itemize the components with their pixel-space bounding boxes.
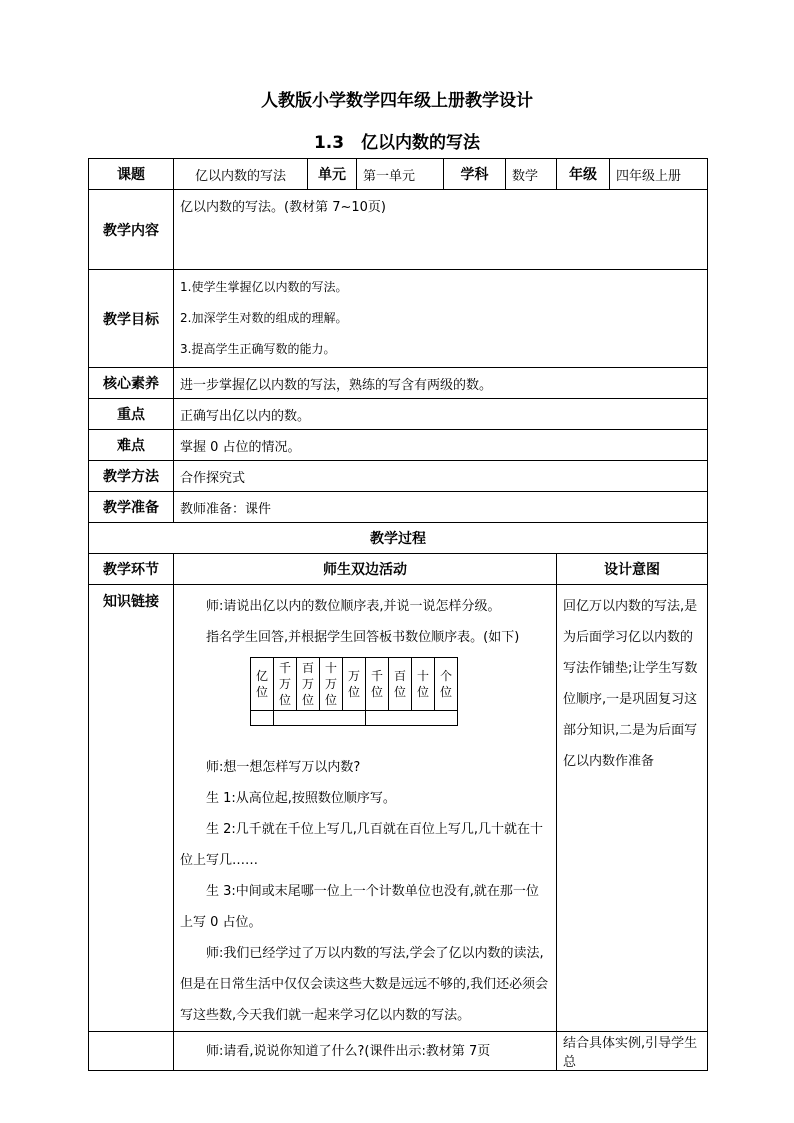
content-label: 教学内容 (89, 190, 174, 270)
place-cell (274, 711, 366, 726)
place-header: 万位 (343, 658, 366, 711)
place-header: 百万位 (297, 658, 320, 711)
activity-paragraph: 师:请看,说说你知道了什么?(课件出示:教材第 7页 (206, 1043, 491, 1059)
difficulty-value: 掌握 0 占位的情况。 (174, 430, 708, 461)
process-header-row (89, 554, 708, 585)
method-row (89, 461, 708, 492)
topic-value: 亿以内数的写法 (174, 159, 308, 190)
key-point-value: 正确写出亿以内的数。 (174, 399, 708, 430)
place-cell (366, 711, 458, 726)
grade-label: 年级 (557, 159, 610, 190)
activity-paragraph: 生 3:中间或末尾哪一位上一个计数单位也没有,就在那一位上写 0 占位。 (180, 884, 539, 930)
place-cell (251, 711, 274, 726)
place-header: 十位 (412, 658, 435, 711)
difficulty-row (89, 430, 708, 461)
preparation-label: 教学准备 (89, 492, 174, 523)
content-value: 亿以内数的写法。(教材第 7~10页) (174, 190, 708, 270)
header-row (89, 159, 708, 190)
stage-name: 知识链接 (89, 585, 174, 1032)
stage-row (89, 585, 708, 1032)
process-title-row (89, 523, 708, 554)
difficulty-label: 难点 (89, 430, 174, 461)
stage-activity (174, 1032, 557, 1071)
literacy-row (89, 368, 708, 399)
objective-item: 3.提高学生正确写数的能力。 (180, 342, 336, 356)
subject-value: 数学 (506, 159, 557, 190)
topic-label: 课题 (89, 159, 174, 190)
method-label: 教学方法 (89, 461, 174, 492)
lesson-plan-table (88, 158, 708, 1071)
process-title: 教学过程 (89, 523, 708, 554)
place-header: 千万位 (274, 658, 297, 711)
activity-paragraph: 指名学生回答,并根据学生回答板书数位顺序表。(如下) (206, 630, 520, 645)
literacy-value: 进一步掌握亿以内数的写法，熟练的写含有两级的数。 (174, 368, 708, 399)
document-title: 人教版小学数学四年级上册教学设计 (261, 91, 533, 111)
stage-name (89, 1032, 174, 1071)
place-value-table (250, 657, 458, 726)
stage-intent: 回亿万以内数的写法,是为后面学习亿以内数的写法作铺垫;让学生写数位顺序,一是巩固复习这部分知识,二是为后面写亿以内数作准备 (557, 585, 708, 1032)
lesson-title: 1.3 亿以内数的写法 (313, 133, 481, 153)
place-header: 个位 (435, 658, 458, 711)
activity-column-header: 师生双边活动 (174, 554, 557, 585)
preparation-row (89, 492, 708, 523)
place-header: 十万位 (320, 658, 343, 711)
preparation-value: 教师准备：课件 (174, 492, 708, 523)
objective-item: 2.加深学生对数的组成的理解。 (180, 311, 348, 325)
activity-paragraph: 师:我们已经学过了万以内数的写法,学会了亿以内数的读法,但是在日常生活中仅仅会读这些大数是远远不够的,我们还必须会写这些数,今天我们就一起来学习亿以内数的写法。 (180, 946, 549, 1023)
unit-label: 单元 (308, 159, 357, 190)
key-point-label: 重点 (89, 399, 174, 430)
activity-paragraph: 师:请说出亿以内的数位顺序表,并说一说怎样分级。 (206, 599, 501, 614)
place-header: 百位 (389, 658, 412, 711)
content-row (89, 190, 708, 270)
objectives-list (174, 270, 708, 368)
activity-paragraph: 生 1:从高位起,按照数位顺序写。 (206, 791, 396, 806)
unit-value: 第一单元 (357, 159, 444, 190)
literacy-label: 核心素养 (89, 368, 174, 399)
grade-value: 四年级上册 (610, 159, 708, 190)
place-header: 亿位 (251, 658, 274, 711)
objectives-label: 教学目标 (89, 270, 174, 368)
activity-paragraph: 生 2:几千就在千位上写几,几百就在百位上写几,几十就在十位上写几…… (180, 822, 544, 868)
stage-column-header: 教学环节 (89, 554, 174, 585)
key-point-row (89, 399, 708, 430)
stage-activity (174, 585, 557, 1032)
intent-column-header: 设计意图 (557, 554, 708, 585)
activity-paragraph: 师:想一想怎样写万以内数? (206, 760, 361, 775)
stage-intent: 结合具体实例,引导学生总 (557, 1032, 708, 1071)
stage-row (89, 1032, 708, 1071)
objectives-row (89, 270, 708, 368)
method-value: 合作探究式 (174, 461, 708, 492)
subject-label: 学科 (444, 159, 506, 190)
place-header: 千位 (366, 658, 389, 711)
objective-item: 1.使学生掌握亿以内数的写法。 (180, 280, 348, 294)
